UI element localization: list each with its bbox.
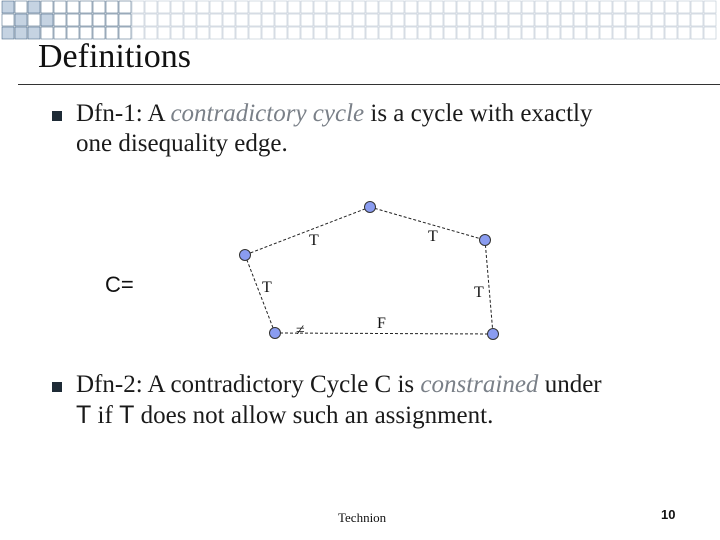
definition-2-mid: if <box>91 402 120 429</box>
footer-text: Technion <box>338 510 387 525</box>
edge-label-top-right: T <box>428 228 438 245</box>
theory-symbol: T <box>119 401 135 429</box>
page-number: 10 <box>661 507 676 522</box>
edge-label-false: F <box>377 315 386 332</box>
bullet-icon <box>52 382 62 392</box>
cycle-node <box>480 235 491 246</box>
theory-symbol: T <box>76 401 92 429</box>
edge-label-right: T <box>474 284 484 301</box>
edge-label-left: T <box>262 279 272 296</box>
cycle-label: C= <box>105 272 134 297</box>
definition-2-suffix: under <box>538 371 602 398</box>
slide-title: Definitions <box>38 38 191 75</box>
edge-bottom <box>275 333 493 334</box>
edge-label-top-left: T <box>309 232 319 249</box>
definition-1-term: contradictory cycle <box>170 100 365 127</box>
definition-2-end: does not allow such an assignment. <box>134 402 494 429</box>
edge-label-disequality: ≠ <box>296 322 305 339</box>
definition-2-prefix: Dfn-2: A contradictory Cycle C is <box>76 371 421 398</box>
definition-2-term: constrained <box>420 371 539 398</box>
definition-1-line2: one disequality edge. <box>76 130 288 157</box>
definition-1-prefix: Dfn-1: A <box>76 100 171 127</box>
definition-1-suffix: is a cycle with exactly <box>364 100 593 127</box>
cycle-node <box>270 328 281 339</box>
cycle-node <box>365 202 376 213</box>
cycle-node <box>488 329 499 340</box>
edge-top-left <box>245 207 370 255</box>
definition-2-text <box>76 370 602 431</box>
edge-right <box>485 240 493 334</box>
cycle-node <box>240 250 251 261</box>
